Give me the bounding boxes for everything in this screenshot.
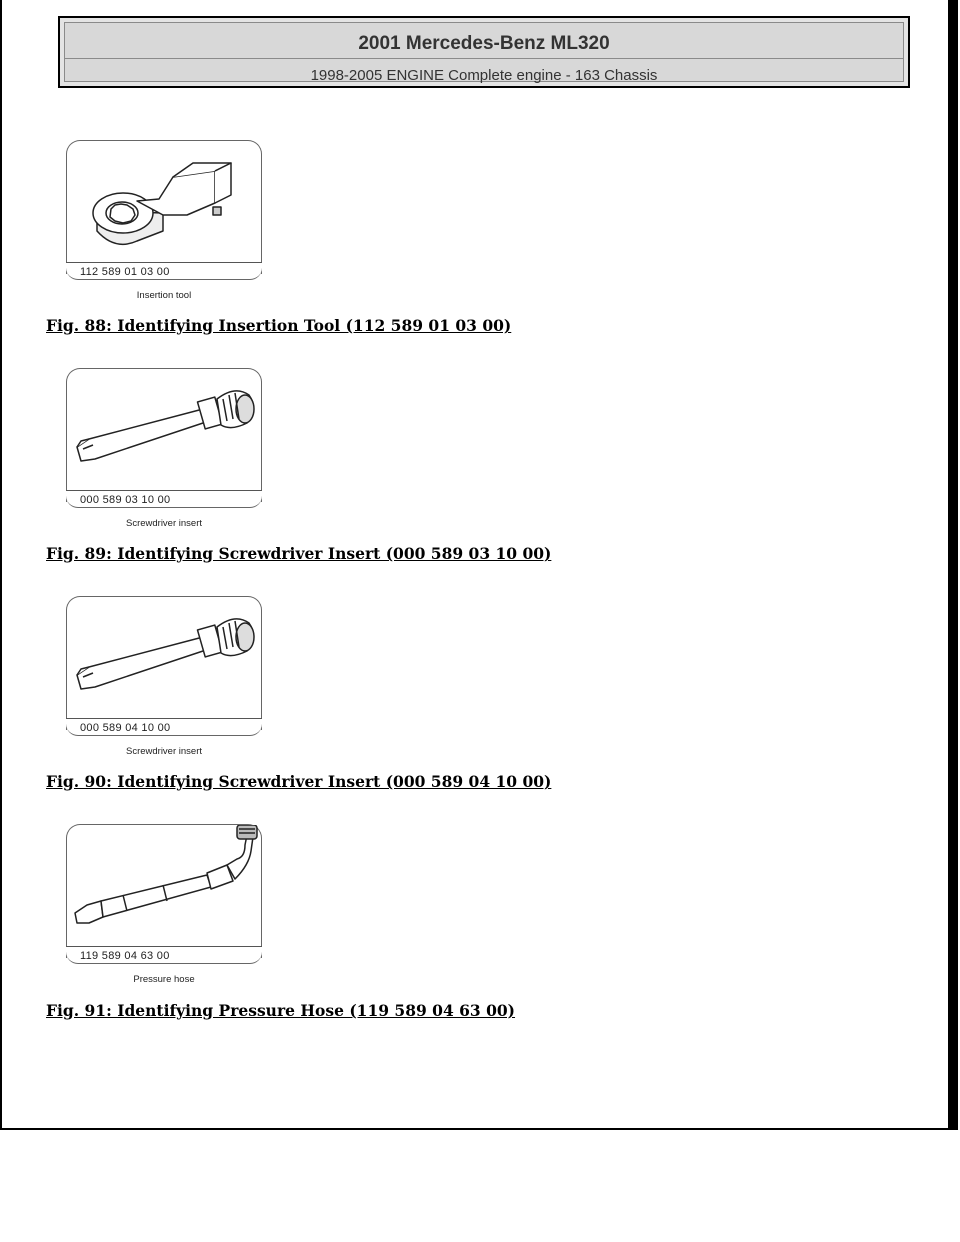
tool-name: Insertion tool bbox=[136, 290, 192, 301]
figure-caption[interactable]: Fig. 91: Identifying Pressure Hose (119 589 04 63 00) bbox=[46, 1001, 516, 1020]
figure-screwdriver-insert bbox=[66, 596, 262, 761]
part-number: 112 589 01 03 00 bbox=[80, 266, 170, 278]
insertion-tool-icon bbox=[67, 141, 263, 263]
figure-frame bbox=[66, 824, 262, 958]
part-number: 000 589 04 10 00 bbox=[80, 722, 171, 734]
part-number: 119 589 04 63 00 bbox=[80, 950, 170, 962]
part-number: 000 589 03 10 00 bbox=[80, 494, 171, 506]
figure-frame bbox=[66, 596, 262, 730]
screwdriver-insert-icon bbox=[67, 597, 263, 719]
figure-insertion-tool bbox=[66, 140, 262, 305]
screwdriver-insert-icon bbox=[67, 369, 263, 491]
pressure-hose-icon bbox=[67, 825, 263, 947]
header-divider bbox=[65, 58, 903, 59]
tool-name: Pressure hose bbox=[133, 974, 195, 985]
document-subtitle: 1998-2005 ENGINE Complete engine - 163 Chassis bbox=[310, 67, 658, 84]
page-header bbox=[58, 16, 910, 88]
tool-name: Screwdriver insert bbox=[125, 746, 203, 757]
header-panel bbox=[64, 22, 904, 82]
figure-caption[interactable]: Fig. 90: Identifying Screwdriver Insert (000 589 04 10 00) bbox=[46, 772, 552, 791]
figure-caption[interactable]: Fig. 88: Identifying Insertion Tool (112 589 01 03 00) bbox=[46, 316, 512, 335]
figure-frame bbox=[66, 140, 262, 274]
figure-pressure-hose bbox=[66, 824, 262, 989]
document-title: 2001 Mercedes-Benz ML320 bbox=[358, 33, 610, 54]
figure-caption[interactable]: Fig. 89: Identifying Screwdriver Insert (000 589 03 10 00) bbox=[46, 544, 552, 563]
figure-frame bbox=[66, 368, 262, 502]
tool-name: Screwdriver insert bbox=[125, 518, 203, 529]
figure-screwdriver-insert bbox=[66, 368, 262, 533]
